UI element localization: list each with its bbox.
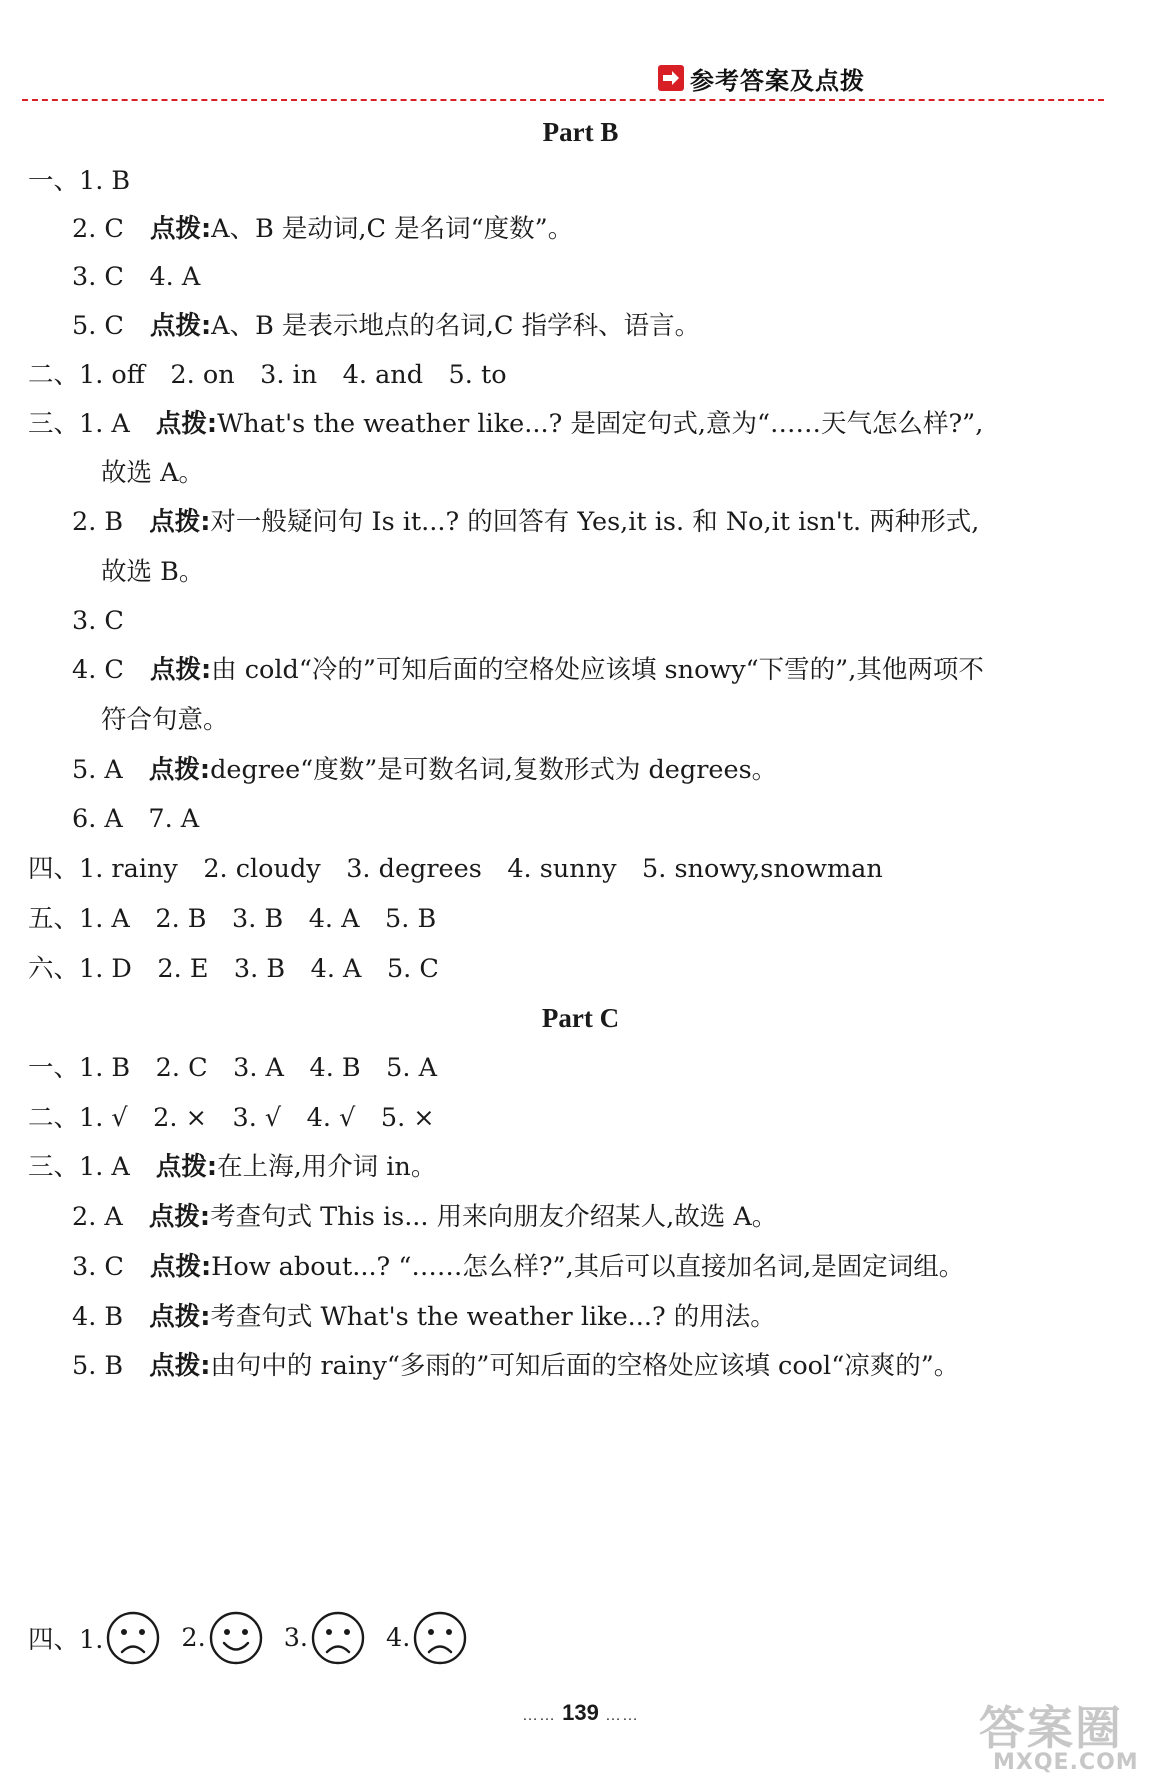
hint-tag: 点拨: [155, 409, 218, 439]
answer-line: 4. B 点拨:考查句式 What's the weather like...? 的用法。 [72, 1302, 776, 1332]
hint-tag: 点拨: [148, 755, 211, 785]
answer-line: 5. A 点拨:degree“度数”是可数名词,复数形式为 degrees。 [72, 755, 778, 785]
answer-line: 5. C 点拨:A、B 是表示地点的名词,C 指学科、语言。 [72, 311, 701, 341]
answer-line: 一、1. B [28, 166, 131, 196]
hint-tag: 点拨: [149, 1351, 211, 1381]
answer-label: 四、1. [28, 1625, 104, 1655]
arrow-right-icon [658, 65, 684, 91]
sad-face-icon [105, 1610, 161, 1666]
sad-face-icon [412, 1610, 468, 1666]
face-answers-row [28, 1608, 488, 1668]
hint-tag: 点拨: [149, 655, 212, 685]
answer-label: 4. [386, 1623, 411, 1653]
answer-line: 4. C 点拨:由 cold“冷的”可知后面的空格处应该填 snowy“下雪的”,其他两项不 [72, 655, 984, 685]
part-c-title: Part C [541, 1003, 620, 1033]
answer-line: 三、1. A 点拨:What's the weather like...? 是固定句式,意为“……天气怎么样?”, [28, 409, 984, 439]
page-header [658, 62, 865, 94]
hint-tag: 点拨: [149, 214, 212, 244]
answer-line: 3. C [72, 606, 124, 636]
answer-line: 五、1. A 2. B 3. B 4. A 5. B [28, 904, 437, 934]
answer-line: 3. C 点拨:How about...? “……怎么样?”,其后可以直接加名词,是固定词组。 [72, 1252, 965, 1282]
part-b-title: Part B [542, 117, 619, 147]
watermark-logo: 答案圈 MXQE.COM [979, 1701, 1139, 1775]
answer-label: 3. [283, 1623, 309, 1653]
answer-line: 3. C 4. A [72, 262, 201, 292]
answer-continuation: 符合句意。 [101, 705, 229, 735]
answer-line: 2. C 点拨:A、B 是动词,C 是名词“度数”。 [72, 214, 574, 244]
answer-line: 6. A 7. A [72, 804, 200, 834]
hint-tag: 点拨: [148, 1202, 211, 1232]
answer-continuation: 故选 B。 [101, 557, 205, 587]
answer-line: 一、1. B 2. C 3. A 4. B 5. A [28, 1053, 437, 1083]
answer-line: 2. B 点拨:对一般疑问句 Is it...? 的回答有 Yes,it is. 和 No,it isn't. 两种形式, [72, 507, 980, 537]
header-title: 参考答案及点拨 [690, 66, 865, 95]
footer-dots-right: …… [604, 1707, 639, 1724]
hint-tag: 点拨: [155, 1152, 218, 1182]
header-divider [22, 99, 1104, 101]
answer-line: 二、1. off 2. on 3. in 4. and 5. to [28, 360, 507, 390]
answer-line: 三、1. A 点拨:在上海,用介词 in。 [28, 1152, 437, 1182]
answer-line: 2. A 点拨:考查句式 This is... 用来向朋友介绍某人,故选 A。 [72, 1202, 778, 1232]
hint-tag: 点拨: [149, 1252, 212, 1282]
answer-line: 5. B 点拨:由句中的 rainy“多雨的”可知后面的空格处应该填 cool“凉爽的”。 [72, 1351, 960, 1381]
hint-tag: 点拨: [149, 1302, 211, 1332]
answer-label: 2. [181, 1623, 206, 1653]
footer-dots-left: …… [522, 1707, 557, 1724]
hint-tag: 点拨: [149, 507, 211, 537]
happy-face-icon [208, 1610, 264, 1666]
sad-face-icon [310, 1610, 366, 1666]
page-number: 139 [562, 1700, 599, 1725]
answer-line: 二、1. √ 2. × 3. √ 4. √ 5. × [28, 1103, 435, 1133]
hint-tag: 点拨: [149, 311, 212, 341]
answer-line: 四、1. rainy 2. cloudy 3. degrees 4. sunny 5. snowy,snowman [28, 854, 883, 884]
answer-line: 六、1. D 2. E 3. B 4. A 5. C [28, 954, 439, 984]
answer-continuation: 故选 A。 [101, 458, 205, 488]
